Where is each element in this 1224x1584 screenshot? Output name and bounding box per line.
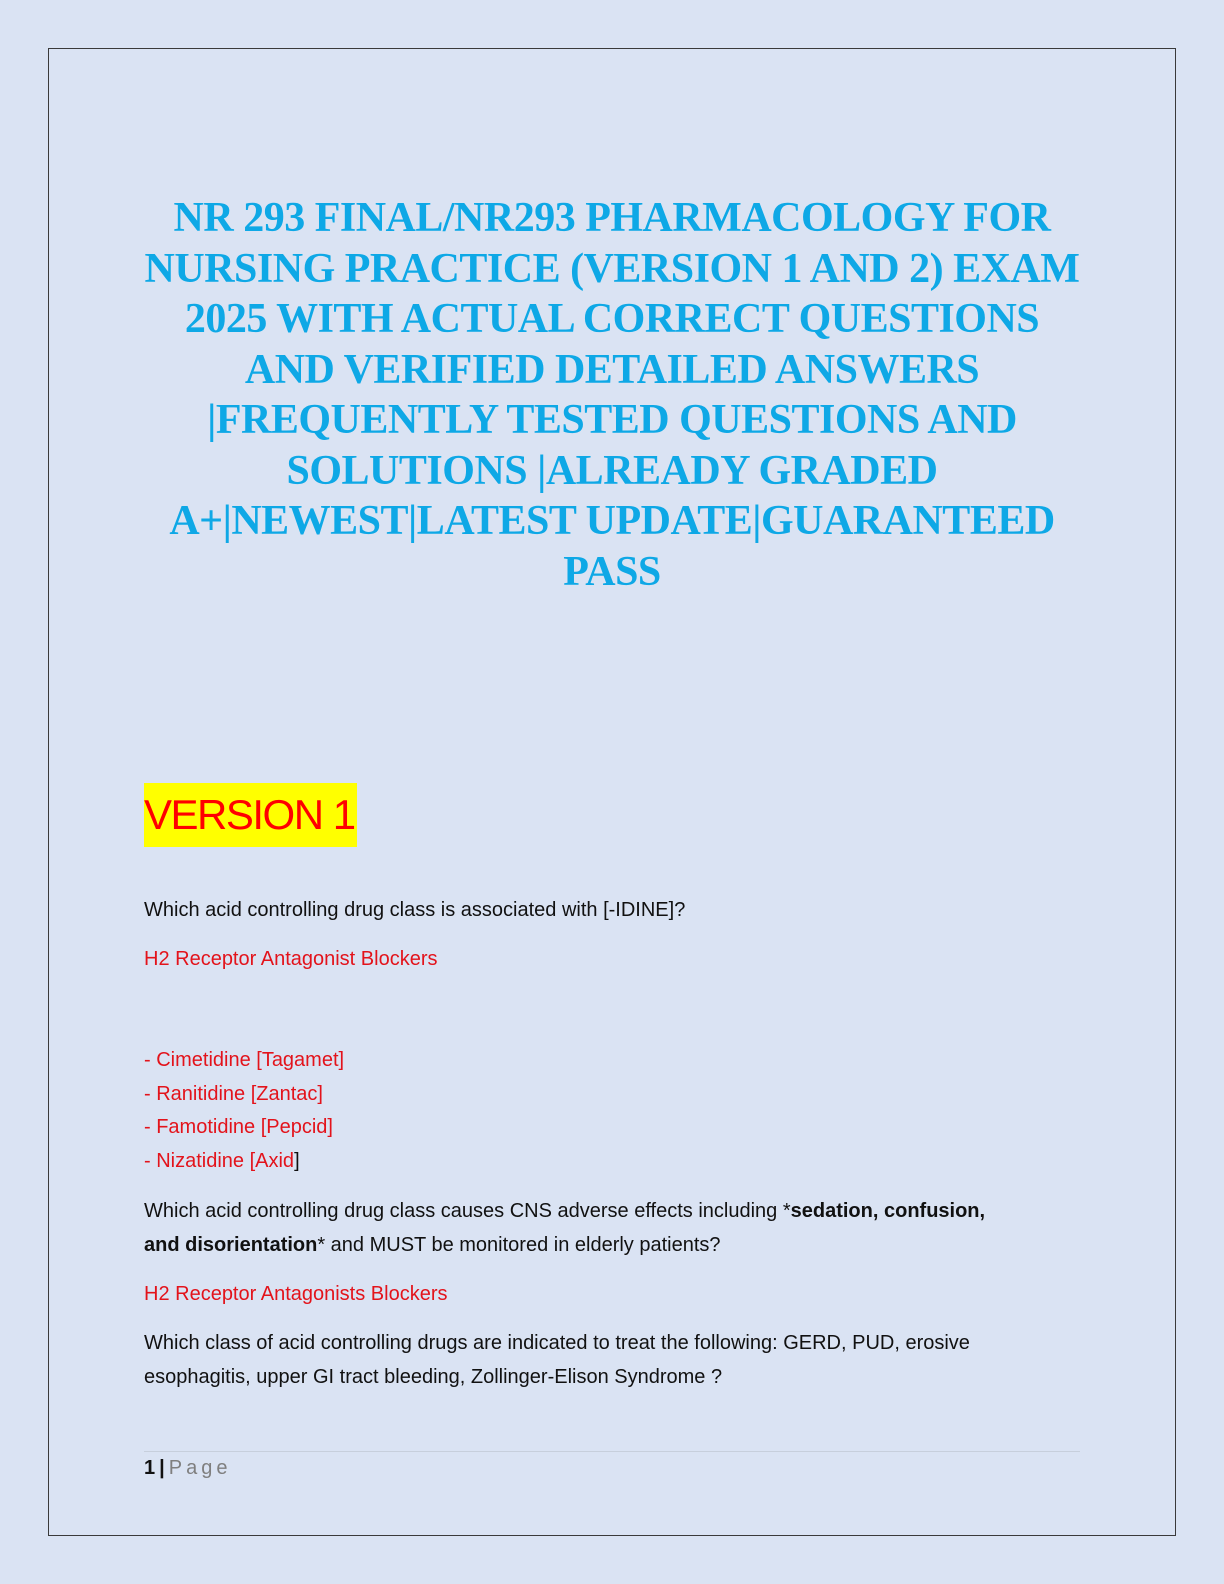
question-3-line-1: Which class of acid controlling drugs are indicated to treat the following: GERD, PUD, erosive	[144, 1332, 970, 1354]
drug-item-famotidine: - Famotidine [Pepcid]	[144, 1116, 333, 1138]
answer-1: H2 Receptor Antagonist Blockers	[144, 948, 438, 970]
question-2-bold-1: sedation, confusion,	[790, 1200, 986, 1222]
drug-item-cimetidine: - Cimetidine [Tagamet]	[144, 1049, 345, 1071]
version-heading: VERSION 1	[144, 783, 357, 847]
question-3-line-2: esophagitis, upper GI tract bleeding, Zollinger-Elison Syndrome ?	[144, 1366, 723, 1388]
page-label: Page	[168, 1457, 232, 1479]
question-2-line-2	[144, 1228, 721, 1262]
drug-item-nizatidine-text: - Nizatidine [Axid	[144, 1150, 295, 1172]
question-2-line-1	[144, 1194, 985, 1228]
question-2-text-end: * and MUST be monitored in elderly patients?	[317, 1234, 721, 1256]
question-1: Which acid controlling drug class is associated with [-IDINE]?	[144, 899, 686, 921]
page-footer	[144, 1453, 231, 1483]
drug-item-ranitidine: - Ranitidine [Zantac]	[144, 1083, 323, 1105]
document-title: NR 293 FINAL/NR293 PHARMACOLOGY FOR NURSING PRACTICE (VERSION 1 AND 2) EXAM 2025 WITH ACTUAL CORRECT QUESTIONS AND VERIFIED DETAILED ANSWERS |FREQUENTLY TESTED QUESTIONS AND SOLUTIONS |ALREADY GRADED A+|NEWEST|LATEST UPDATE|GUARANTEED PASS	[144, 195, 1080, 595]
question-2-text-start: Which acid controlling drug class causes CNS adverse effects including *	[144, 1200, 791, 1222]
page-number: 1	[144, 1457, 156, 1479]
footer-divider	[144, 1451, 1080, 1452]
question-2-bold-2: and disorientation	[144, 1234, 318, 1256]
drug-item-nizatidine-bracket: ]	[294, 1150, 300, 1172]
drug-item-nizatidine	[144, 1144, 300, 1178]
answer-2: H2 Receptor Antagonists Blockers	[144, 1283, 448, 1305]
footer-separator: |	[159, 1457, 165, 1479]
